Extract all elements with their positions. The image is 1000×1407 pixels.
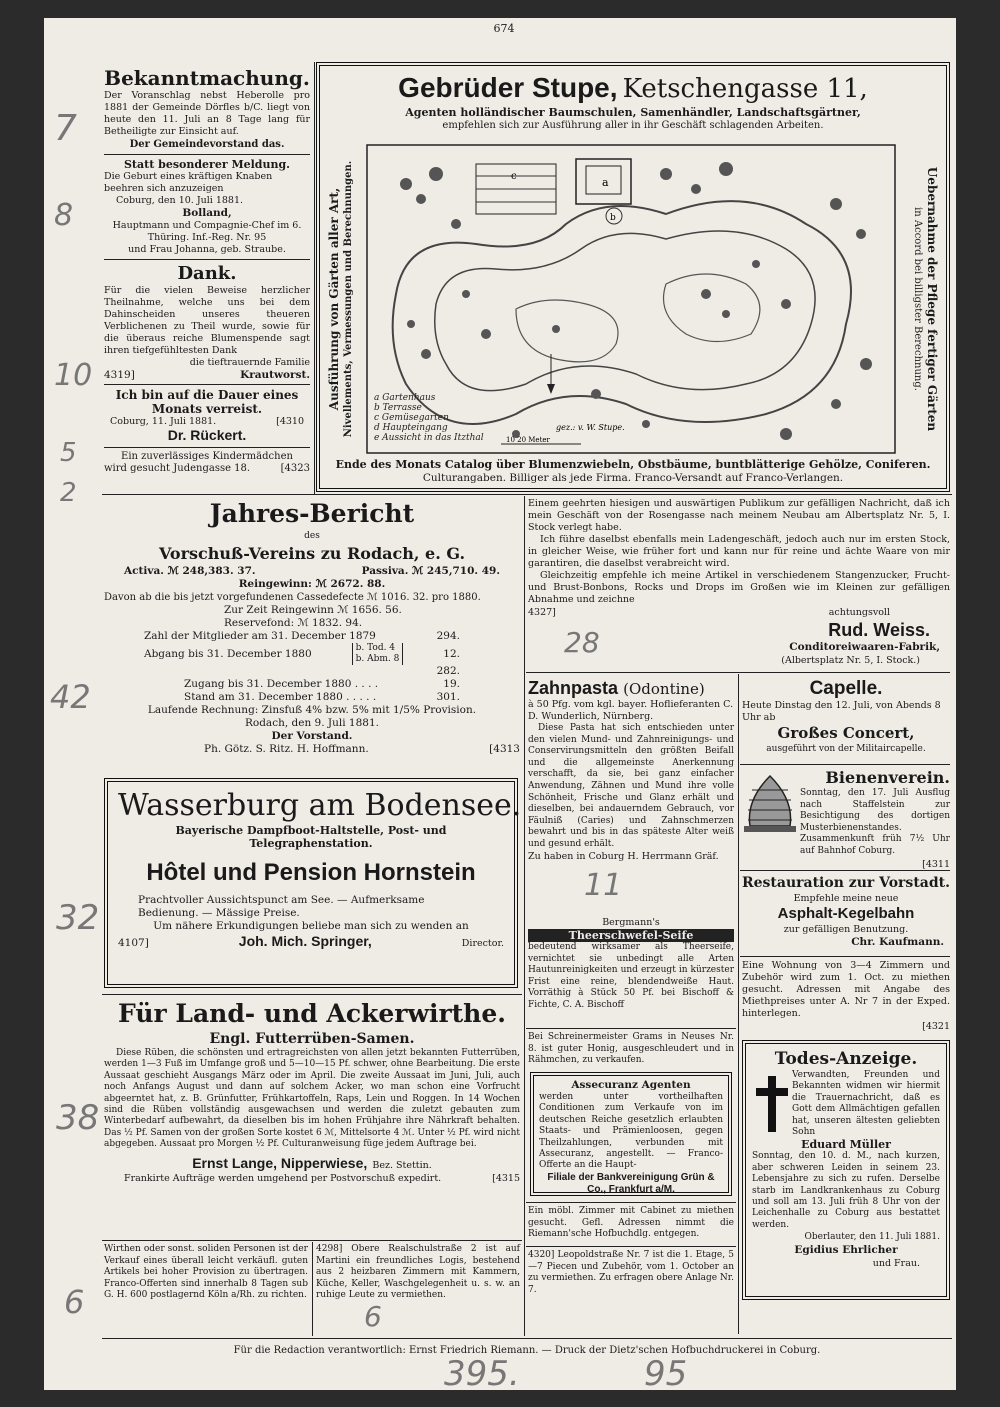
beehive-icon bbox=[742, 770, 798, 834]
bergmann-title: Theerschwefel-Seife bbox=[528, 929, 734, 942]
left-column bbox=[104, 66, 310, 474]
wasserburg-hotel: Hôtel und Pension Hornstein bbox=[146, 859, 476, 886]
dank-num: 4319] bbox=[104, 369, 135, 381]
todes-name: Eduard Müller bbox=[801, 1138, 891, 1152]
verreist-name: Dr. Rückert. bbox=[167, 427, 247, 443]
weiss-ad: Einem geehrten hiesigen und auswärtigen Publikum zur gefälligen Nachricht, daß ich mein Geschäft von der Rosengasse nach meinem Neubau am Albertsplatz Nr. 5, I. Stock verlegt habe. Ich führe daselbst ebenfalls mein Ladengeschäft, jedoch auch nur im ersten Stock, in gleicher Weise, wie früher fort und kann nur für reine und ächte Waare von mir garantiren, die daselbst verabreicht wird. Gleichzeitig empfehle ich meine Artikel in verschiedenem Stangenzucker, Frucht- und Brust-Bonbons, Rocks und Drops im Großen wie im Kleinen zur gefälligen Abnahme und zeichne 4327] achtungsvoll Rud. Weiss. Conditoreiwaaren-Fabrik, (Albertsplatz Nr. 5, I. Stock.) bbox=[528, 498, 950, 666]
kinder-num: [4323 bbox=[280, 463, 310, 474]
bergmann-ad: Bergmann's Theerschwefel-Seife bedeutend wirksamer als Theerseife, vernichtet sie unbedingt alle Arten Hautunreinigkeiten und erzeugt in kürzester Frist eine reine, blendendweiße Haut. Vorräthig à Stück 50 Pf. bei Bischoff & Fichte, C. A. Bischoff bbox=[528, 917, 734, 1010]
zimmer-ad: Ein möbl. Zimmer mit Cabinet zu miethen gesucht. Gefl. Adressen nimmt die Riemann'sche Hofbuchdlg. entgegen. bbox=[528, 1206, 734, 1240]
bienenverein-ad: Bienenverein. Sonntag, den 17. Juli Ausflug nach Staffelstein zur Besichtigung des dortigen Musterbienenstandes. Zusammenkunft früh 7½ Uhr auf Bahnhof Coburg. [4311 bbox=[742, 768, 950, 871]
wasserburg-ad: Wasserburg am Bodensee. Bayerische Dampfboot-Haltstelle, Post- und Telegraphenstation. Hôtel und Pension Hornstein Prachtvoller Aussichtspunct am See. — Aufmerksame Bedienung. — Mässige Preise. Um nähere Erkundigungen beliebe man sich zu wenden an 4107] Joh. Mich. Springer, Director. bbox=[104, 778, 518, 988]
plan-label-b: b bbox=[610, 213, 616, 223]
stupe-foot2: Culturangaben. Billiger als jede Firma. Franco-Versandt auf Franco-Verlangen. bbox=[422, 472, 844, 484]
stupe-left-vertical: Ausführung von Gärten aller Art, Nivellements, Vermessungen und Berechnungen. bbox=[327, 160, 354, 438]
geburt-rank: Hauptmann und Compagnie-Chef im 6. Thüring. Inf.-Reg. Nr. 95 bbox=[112, 220, 302, 243]
verreist-title: Ich bin auf die Dauer eines Monats verreist. bbox=[115, 388, 299, 416]
restauration-ad: Restauration zur Vorstadt. Empfehle meine neue Asphalt-Kegelbahn zur gefälligen Benutzung. Chr. Kaufmann. bbox=[742, 875, 950, 948]
jahresbericht-title: Jahres-Bericht bbox=[209, 499, 415, 528]
stupe-foot1: Ende des Monats Catalog über Blumenzwiebeln, Obstbäume, buntblätterige Gehölze, Coniferen. bbox=[335, 458, 931, 471]
wohnung-ad: Eine Wohnung von 3—4 Zimmern und Zubehör wird zum 1. Oct. zu miethen gesucht. Adressen mit Angabe des Miethpreises unter A. Nr 7 in der Exped. hinterlegen. [4321 bbox=[742, 960, 950, 1032]
jahresbericht-subtitle: Vorschuß-Vereins zu Rodach, e. G. bbox=[158, 544, 466, 563]
svg-text:d Haupteingang: d Haupteingang bbox=[374, 423, 448, 433]
plan-label-a: a bbox=[602, 176, 609, 189]
plan-signature: gez.: v. W. Stupe. bbox=[556, 423, 625, 432]
bekanntmachung-title: Bekanntmachung. bbox=[104, 66, 310, 90]
plan-legend bbox=[374, 393, 484, 443]
imprint-footer: Für die Redaction verantwortlich: Ernst Friedrich Riemann. — Druck der Dietz'schen Hofbuchdruckerei in Coburg. bbox=[233, 1345, 821, 1356]
verreist-place: Coburg, 11. Juli 1881. bbox=[110, 416, 217, 427]
garden-plan-illustration bbox=[366, 144, 896, 454]
activa: Activa. ℳ 248,383. 37. bbox=[124, 565, 256, 577]
geburt-body: Die Geburt eines kräftigen Knaben beehren sich anzuzeigen bbox=[104, 171, 273, 194]
dank-name: Krautworst. bbox=[240, 369, 310, 381]
svg-text:e Aussicht in das Itzthal: e Aussicht in das Itzthal bbox=[374, 433, 484, 443]
etage-ad: 4320] Leopoldstraße Nr. 7 ist die 1. Etage, 5—7 Piecen und Zubehör, vom 1. October an zu vermiethen. Zu erfragen obere Anlage Nr. 7. bbox=[528, 1250, 734, 1295]
grams-ad: Bei Schreinermeister Grams in Neuses Nr. 8. ist guter Honig, ausgeschleudert und in Rähmchen, zu verkaufen. bbox=[528, 1032, 734, 1066]
cross-icon bbox=[754, 1074, 790, 1134]
bekanntmachung-ad bbox=[104, 66, 310, 151]
reingewinn: Reingewinn: ℳ 2672. 88. bbox=[238, 578, 386, 590]
assecuranz-ad: Assecuranz Agenten werden unter vortheilhaften Conditionen zum Verkaufe von im deutschen Reiche gesetzlich erlaubten Staats- und Prämienloosen, gegen Theilzahlungen, verbunden mit Assecuranz, angestellt. — Franco-Offerte an die Haupt- Filiale der Bankvereinigung Grün & Co., Frankfurt a/M. bbox=[530, 1072, 732, 1196]
stupe-sub2: empfehlen sich zur Ausführung aller in ihr Geschäft schlagenden Arbeiten. bbox=[442, 120, 824, 131]
stupe-right-vertical: Uebernahme der Pflege fertiger Gärten in Accord bei billigster Berechnung. bbox=[912, 166, 939, 432]
passiva: Passiva. ℳ 245,710. 49. bbox=[361, 565, 500, 577]
newspaper-page: 674 Bekanntmachung. Der Voranschlag nebst Heberolle pro 1881 der Gemeinde Dörfles b/C. liegt von heute den 11. Juli an 8 Tage lang für Betheiligte zur Einsicht auf. Der Gemeindevorstand das. Statt besonderer Meldung. Die Geburt eines kräftigen Knaben beehren sich anzuzeigen Coburg, den 10. Juli 1881. Bolland, Hauptmann und Compagnie-Chef im 6. Thüring. Inf.-Reg. Nr. 95 und Frau Johanna, geb. Straube. Dank. Für die vielen Beweise herzlicher Theilnahme, welche uns bei dem Dahinscheiden unseres theueren Verblichenen zu Theil wurde, sowie für die überaus reiche Blumenspende sagt ihren tiefgefühltesten Dank die tieftrauernde Familie 4319] Krautworst. Ich bin auf die Dauer eines Monats verreist. Coburg, 11. Juli 1881. [4310 Dr. Rückert. Ein zuverlässiges Kindermädchen wird gesucht Judengasse 18. [4323 Gebrüder Stupe, Ketschengasse 11, Agenten holländischer Baumschulen, Samenhändler, Landschaftsgärtner, empfehlen sich zur Ausführung aller in ihr Geschäft schlagenden Arbeiten. Ausführung von Gärten aller Art, Nivellements, Vermessungen und Berechnungen. Uebernahme der Pflege fertiger Gärten in Accord bei billigster Berechnung. a b c a Gartenhaus b Terrasse c Gemüsegarten d Haupteingang e Aussicht in das Itzthal gez.: v. W. Stupe. 10 20 Meter Ende des Monats Catalog über Blumenzwiebeln, Obstbäume, buntblätterige Gehölze, Coniferen. Culturangaben. Billiger als jede Firma. Franco-Versandt auf Franco-Verlangen. Jahres-Bericht des Vorschuß-Vereins zu Rodach, e. G. Activa. ℳ 248,383. 37. Passiva. ℳ 245,710. 49. Reingewinn: ℳ 2672. 88. Davon ab die bis jetzt vorgefundenen Cassedefecte ℳ 1016. 32. pro 1880. Zur Zeit Reingewinn ℳ 1656. 56. Reservefond: ℳ 1832. 94. Zahl der Mitglieder am 31. December 1879 294. Abgang bis 31. December 1880 b. Tod. 4 b. Abm. 8 12. 282. Zugang bis 31. December 1880 . . . . 19. Stand am 31. December 1880 . . . . . 301. Laufende Rechnung: Zinsfuß 4% bzw. 5% mit 1/5% Provision. Rodach, den 9. Juli 1881. Der Vorstand. Ph. Götz. S. Ritz. H. Hoffmann. [4313 Einem geehrten hiesigen und auswärtigen Publikum zur gefälligen Nachricht, daß ich mein Geschäft von der Rosengasse nach meinem Neubau am Albertsplatz Nr. 5, I. Stock verlegt habe. Ich führe daselbst ebenfalls mein Ladengeschäft, jedoch auch nur im ersten Stock, in gleicher Weise, wie früher fort und kann nur für reine und ächte Waare von mir garantiren, die daselbst verabreicht wird. Gleichzeitig empfehle ich meine Artikel in verschiedenem Stangenzucker, Frucht- und Brust-Bonbons, Rocks und Drops im Großen wie im Kleinen zur gefälligen Abnahme und zeichne 4327] achtungsvoll Rud. Weiss. Conditoreiwaaren-Fabrik, (Albertsplatz Nr. 5, I. Stock.) Zahnpasta (Odontine) à 50 Pfg. vom kgl. bayer. Hoflieferanten C. D. Wunderlich, Nürnberg. Diese Pasta hat sich entschieden unter den vielen Mund- und Zahnreinigungs- und Conservirungsmitteln den größten Beifall und die allgemeinste Anerkennung verschafft, da sie, bei ganz einfacher Anwendung, Zähnen und Mund ihre volle Schönheit, Frische und Glanz erhält und dieselben, bei andauerndem Gebrauch, vor Fäulniß (Caries) und Zahnschmerzen bewahrt und bis in das späteste Alter weiß und gesund erhält. Zu haben in Coburg H. Herrmann Gräf. Capelle. Heute Dinstag den 12. Juli, von Abends 8 Uhr ab Großes Concert, ausgeführt von der Militaircapelle. Bienenverein. Sonntag, den 17. Juli Ausflug nach Staffelstein zur Besichtigung des dortigen Musterbienenstandes. Zusammenkunft früh 7½ Uhr auf Bahnhof Coburg. [4311 Restauration zur Vorstadt. Empfehle meine neue Asphalt-Kegelbahn zur gefälligen Benutzung. Chr. Kaufmann. Eine Wohnung von 3—4 Zimmern und Zubehör wird zum 1. Oct. zu miethen gesucht. Adressen mit Angabe des Miethpreises unter A. Nr 7 in der Exped. hinterlegen. [4321 Todes-Anzeige. Verwandten, Freunden und Bekannten widmen wir hiermit die Trauernachricht, daß es Gott dem Allmächtigen gefallen hat, unseren ältesten geliebten Sohn Eduard Müller Sonntag, den 10. d. M., nach kurzen, aber schweren Leiden in seinem 23. Lebensjahre zu sich zu rufen. Derselbe starb im Landkrankenhaus zu Coburg und soll am 13. Juli früh 8 Uhr von der Leichenhalle zu Coburg aus bestattet werden. Oberlauter, den 11. Juli 1881. Egidius Ehrlicher und Frau. Wasserburg am Bodensee. Bayerische Dampfboot-Haltstelle, Post- und Telegraphenstation. Hôtel und Pension Hornstein Prachtvoller Aussichtspunct am See. — Aufmerksame Bedienung. — Mässige Preise. Um nähere Erkundigungen beliebe man sich zu wenden an 4107] Joh. Mich. Springer, Director. Bergmann's Theerschwefel-Seife bedeutend wirksamer als Theerseife, vernichtet sie unbedingt alle Arten Hautunreinigkeiten und erzeugt in kürzester Frist eine reine, blendendweiße Haut. Vorräthig à Stück 50 Pf. bei Bischoff & Fichte, C. A. Bischoff Bei Schreinermeister Grams in Neuses Nr. 8. ist guter Honig, ausgeschleudert und in Rähmchen, zu verkaufen. Assecuranz Agenten werden unter vortheilhaften Conditionen zum Verkaufe von im deutschen Reiche gesetzlich erlaubten Staats- und Prämienloosen, gegen Theilzahlungen, verbunden mit Assecuranz, angestellt. — Franco-Offerte an die Haupt- Filiale der Bankvereinigung Grün & Co., Frankfurt a/M. Ein möbl. Zimmer mit Cabinet zu miethen gesucht. Gefl. Adressen nimmt die Riemann'sche Hofbuchdlg. entgegen. 4320] Leopoldstraße Nr. 7 ist die 1. Etage, 5—7 Piecen und Zubehör, vom 1. October an zu vermiethen. Zu erfragen obere Anlage Nr. 7. Für Land- und Ackerwirthe. Engl. Futterrüben-Samen. Diese Rüben, die schönsten und ertragreichsten von allen jetzt bekannten Futterrüben, werden 1—3 Fuß im Umfange groß und 5—10—15 Pf. schwer, ohne Bearbeitung. Die erste Aussaat geschieht Ausgangs März oder im April. Die zweite Aussaat im Juni, Juli, auch noch Anfangs August und dann auf solchem Acker, wo man schon eine Vorfrucht abgeerntet hat, z. B. Grünfutter, Frühkartoffeln, Raps, Lein und Roggen. In 14 Wochen sind die Rüben vollständig ausgewachsen und werden die zuletzt gebauten zum Winterbedarf aufbewahrt, da dieselben bis im hohen Frühjahre ihre Nährkraft behalten. Das ½ Pf. Samen von der großen Sorte kostet 6 ℳ, Mittelsorte 4 ℳ. Unter ½ Pf. wird nicht abgegeben. Aussaat pro Morgen ½ Pf. Culturanweisung füge jedem Auftrage bei. Ernst Lange, Nipperwiese, Bez. Stettin. Frankirte Aufträge werden umgehend per Postvorschuß expedirt. [4315 Wirthen oder sonst. soliden Personen ist der Verkauf eines überall leicht verkäufl. guten Artikels bei hoher Provision zu übertragen. Franco-Offerten sind innerhalb 8 Tagen sub G. H. 600 postlagernd Köln a/Rh. zu richten. 4298] Obere Realschulstraße 2 ist auf Martini ein freundliches Logis, bestehend aus 2 heizbaren Zimmern mit Kammern, Küche, Keller, Waschgelegenheit u. s. w. an ruhige Leute zu vermiethen. Für die Redaction verantwortlich: Ernst Friedrich Riemann. — Druck der Dietz'schen Hofbuchdruckerei in Coburg. 7 8 10 5 2 42 32 38 6 28 11 6 395. 95 bbox=[44, 18, 956, 1390]
dank-line: die tieftrauernde Familie bbox=[189, 357, 310, 368]
geburt-wife: und Frau Johanna, geb. Straube. bbox=[128, 244, 286, 255]
stupe-ad bbox=[316, 62, 950, 492]
verreist-num: [4310 bbox=[276, 416, 304, 427]
geburt-place: Coburg, den 10. Juli 1881. bbox=[116, 195, 244, 206]
weiss-name: Rud. Weiss. bbox=[828, 620, 930, 640]
geburt-title: Statt besonderer Meldung. bbox=[123, 158, 291, 171]
capelle-ad: Capelle. Heute Dinstag den 12. Juli, von Abends 8 Uhr ab Großes Concert, ausgeführt von der Militaircapelle. bbox=[742, 678, 941, 754]
dank-body: Für die vielen Beweise herzlicher Theilnahme, welche uns bei dem Dahinscheiden unseres theueren Verblichenen zu Theil wurde, sowie für die überaus reiche Blumenspende sagt ihren tiefgefühltesten Dank bbox=[104, 285, 310, 356]
page-number: 674 bbox=[493, 22, 515, 35]
bekanntmachung-sign: Der Gemeindevorstand das. bbox=[129, 139, 285, 150]
landwirthe-title: Für Land- und Ackerwirthe. bbox=[118, 999, 506, 1028]
plan-label-c: c bbox=[511, 171, 517, 182]
stupe-title: Gebrüder Stupe, bbox=[398, 72, 618, 103]
jahresbericht-ad: Jahres-Bericht des Vorschuß-Vereins zu Rodach, e. G. Activa. ℳ 248,383. 37. Passiva. ℳ 245,710. 49. Reingewinn: ℳ 2672. 88. Davon ab die bis jetzt vorgefundenen Cassedefecte ℳ 1016. 32. pro 1880. Zur Zeit Reingewinn ℳ 1656. 56. Reservefond: ℳ 1832. 94. Zahl der Mitglieder am 31. December 1879 294. Abgang bis 31. December 1880 b. Tod. 4 b. Abm. 8 12. 282. Zugang bis 31. December 1880 . . . . 19. Stand am 31. December 1880 . . . . . 301. Laufende Rechnung: Zinsfuß 4% bzw. 5% mit 1/5% Provision. Rodach, den 9. Juli 1881. Der Vorstand. Ph. Götz. S. Ritz. H. Hoffmann. [4313 bbox=[104, 499, 520, 755]
bekanntmachung-body: Der Voranschlag nebst Heberolle pro 1881 der Gemeinde Dörfles b/C. liegt von heute den 11. Juli an 8 Tage lang für Betheiligte zur Einsicht auf. bbox=[104, 90, 310, 137]
kinder-line2: wird gesucht Judengasse 18. bbox=[104, 463, 251, 474]
geburt-ad bbox=[104, 158, 310, 256]
todes-anzeige-ad: Todes-Anzeige. Verwandten, Freunden und Bekannten widmen wir hiermit die Trauernachricht, daß es Gott dem Allmächtigen gefallen hat, unseren ältesten geliebten Sohn Eduard Müller Sonntag, den 10. d. M., nach kurzen, aber schweren Leiden in seinem 23. Lebensjahre zu sich zu rufen. Derselbe starb im Landkrankenhaus zu Coburg und soll am 13. Juli früh 8 Uhr von der Leichenhalle zu Coburg aus bestattet werden. Oberlauter, den 11. Juli 1881. Egidius Ehrlicher und Frau. bbox=[742, 1040, 950, 1300]
svg-text:b Terrasse: b Terrasse bbox=[374, 403, 422, 413]
logis-ad: 4298] Obere Realschulstraße 2 ist auf Martini ein freundliches Logis, bestehend aus 2 heizbaren Zimmern mit Kammern, Küche, Keller, Waschgelegenheit u. s. w. an ruhige Leute zu vermiethen. bbox=[316, 1244, 520, 1301]
dank-ad bbox=[104, 263, 310, 381]
dank-title: Dank. bbox=[177, 263, 237, 284]
wiederverkaeufer-ad: Wirthen oder sonst. soliden Personen ist der Verkauf eines überall leicht verkäufl. guten Artikels bei hoher Provision zu übertragen. Franco-Offerten sind innerhalb 8 Tagen sub G. H. 600 postlagernd Köln a/Rh. zu richten. bbox=[104, 1244, 308, 1301]
plan-scale: 10 20 Meter bbox=[506, 436, 550, 444]
kinder-ad bbox=[104, 451, 310, 474]
zahnpasta-ad: Zahnpasta (Odontine) à 50 Pfg. vom kgl. bayer. Hoflieferanten C. D. Wunderlich, Nürnberg. Diese Pasta hat sich entschieden unter den vielen Mund- und Zahnreinigungs- und Conservirungsmitteln den größten Beifall und die allgemeinste Anerkennung verschafft, da sie, bei ganz einfacher Anwendung, Zähnen und Mund ihre volle Schönheit, Frische und Glanz erhält und dieselben, bei andauerndem Gebrauch, vor Fäulniß (Caries) und Zahnschmerzen bewahrt und bis in das späteste Alter weiß und gesund erhält. Zu haben in Coburg H. Herrmann Gräf. bbox=[528, 678, 734, 862]
landwirthe-ad: Für Land- und Ackerwirthe. Engl. Futterrüben-Samen. Diese Rüben, die schönsten und ertragreichsten von allen jetzt bekannten Futterrüben, werden 1—3 Fuß im Umfange groß und 5—10—15 Pf. schwer, ohne Bearbeitung. Die erste Aussaat geschieht Ausgangs März oder im April. Die zweite Aussaat im Juni, Juli, auch noch Anfangs August und dann auf solchem Acker, wo man schon eine Vorfrucht abgeerntet hat, z. B. Grünfutter, Frühkartoffeln, Raps, Lein und Roggen. In 14 Wochen sind die Rüben vollständig ausgewachsen und werden die zuletzt gebauten zum Winterbedarf aufbewahrt, da dieselben bis im hohen Frühjahre ihre Nährkraft behalten. Das ½ Pf. Samen von der großen Sorte kostet 6 ℳ, Mittelsorte 4 ℳ. Unter ½ Pf. wird nicht abgegeben. Aussaat pro Morgen ½ Pf. Culturanweisung füge jedem Auftrage bei. Ernst Lange, Nipperwiese, Bez. Stettin. Frankirte Aufträge werden umgehend per Postvorschuß expedirt. [4315 bbox=[104, 999, 521, 1184]
kinder-line1: Ein zuverlässiges Kindermädchen bbox=[121, 451, 293, 462]
wasserburg-title: Wasserburg am Bodensee. bbox=[118, 788, 522, 823]
stupe-sub: Agenten holländischer Baumschulen, Samenhändler, Landschaftsgärtner, bbox=[405, 106, 861, 119]
svg-text:a Gartenhaus: a Gartenhaus bbox=[374, 393, 436, 403]
stupe-address: Ketschengasse 11, bbox=[622, 74, 868, 104]
cassedefecte: Davon ab die bis jetzt vorgefundenen Cassedefecte ℳ 1016. 32. pro 1880. bbox=[104, 592, 481, 603]
geburt-name: Bolland, bbox=[182, 207, 232, 219]
verreist-ad bbox=[104, 388, 310, 444]
svg-text:c Gemüsegarten: c Gemüsegarten bbox=[374, 413, 449, 423]
